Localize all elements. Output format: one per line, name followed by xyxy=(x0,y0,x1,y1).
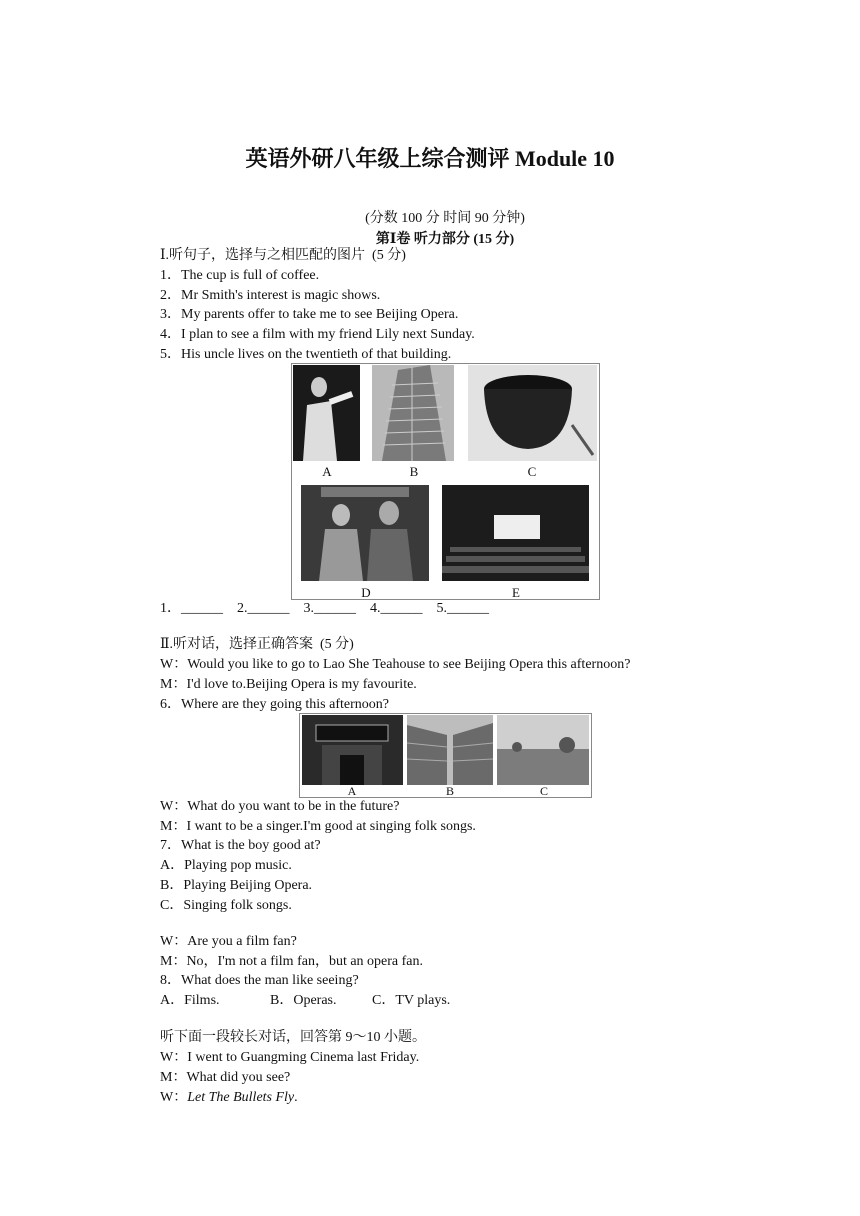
q6-label-c: C xyxy=(539,784,548,798)
question-5: 5．His uncle lives on the twentieth of that building. xyxy=(160,347,452,362)
part1-picture-panel xyxy=(291,363,600,600)
q8-option-b: B．Operas. xyxy=(270,993,337,1008)
dialogue1-m: M：I'd love to.Beijing Opera is my favourite. xyxy=(160,677,417,692)
page-title: 英语外研八年级上综合测评 Module 10 xyxy=(245,146,615,171)
magician-photo xyxy=(293,365,360,461)
question-4: 4．I plan to see a film with my friend Lily next Sunday. xyxy=(160,327,475,342)
library-photo xyxy=(407,715,493,785)
q8-option-a: A．Films. xyxy=(160,993,220,1008)
dialogue3-w: W：Are you a film fan? xyxy=(160,934,297,949)
subtitle: (分数 100 分 时间 90 分钟) xyxy=(365,211,525,226)
speaker-prefix: W： xyxy=(160,1090,188,1105)
q7-option-b: B．Playing Beijing Opera. xyxy=(160,878,313,893)
dialogue2-w: W：What do you want to be in the future? xyxy=(160,799,400,814)
part3-intro: 听下面一段较长对话，回答第 9～10 小题。 xyxy=(160,1030,426,1045)
part2-heading: Ⅱ.听对话，选择正确答案 (5 分) xyxy=(160,637,354,652)
question-7: 7．What is the boy good at? xyxy=(160,838,321,853)
part1-heading: Ⅰ.听句子，选择与之相匹配的图片 (5 分) xyxy=(160,248,406,263)
picture-label-b: B xyxy=(409,464,419,479)
picture-label-e: E xyxy=(512,585,520,600)
question-2: 2．Mr Smith's interest is magic shows. xyxy=(160,288,381,303)
dialogue1-w: W：Would you like to go to Lao She Teahouse to see Beijing Opera this afternoon? xyxy=(160,657,631,672)
teahouse-photo xyxy=(302,715,403,785)
q6-picture-panel xyxy=(299,713,592,798)
cinema-photo xyxy=(442,485,589,581)
film-title: Let The Bullets Fly xyxy=(187,1090,295,1105)
part1-answer-blanks: 1．______ 2.______ 3.______ 4.______ 5.______ xyxy=(160,601,489,616)
q6-label-a: A xyxy=(347,784,357,798)
question-8: 8．What does the man like seeing? xyxy=(160,973,359,988)
dialogue4-line1: W：I went to Guangming Cinema last Friday. xyxy=(160,1050,420,1065)
picture-label-c: C xyxy=(527,464,537,479)
dialogue4-line2: M：What did you see? xyxy=(160,1070,291,1085)
q8-option-c: C．TV plays. xyxy=(372,993,451,1008)
picture-label-a: A xyxy=(322,464,332,479)
coffee-cup-photo xyxy=(468,365,597,461)
dialogue3-m: M：No，I'm not a film fan，but an opera fan. xyxy=(160,954,424,969)
period: . xyxy=(294,1090,298,1105)
section-title: 第Ⅰ卷 听力部分 (15 分) xyxy=(375,232,515,247)
picture-label-d: D xyxy=(361,585,371,600)
question-6: 6．Where are they going this afternoon? xyxy=(160,697,389,712)
dialogue4-line3 xyxy=(160,1089,298,1107)
question-3: 3．My parents offer to take me to see Beijing Opera. xyxy=(160,307,459,322)
field-photo xyxy=(497,715,589,785)
skyscraper-photo xyxy=(372,365,454,461)
beijing-opera-photo xyxy=(301,485,429,581)
dialogue2-m: M：I want to be a singer.I'm good at singing folk songs. xyxy=(160,819,476,834)
q7-option-a: A．Playing pop music. xyxy=(160,858,292,873)
question-1: 1．The cup is full of coffee. xyxy=(160,268,320,283)
q7-option-c: C．Singing folk songs. xyxy=(160,898,292,913)
q6-label-b: B xyxy=(445,784,454,798)
